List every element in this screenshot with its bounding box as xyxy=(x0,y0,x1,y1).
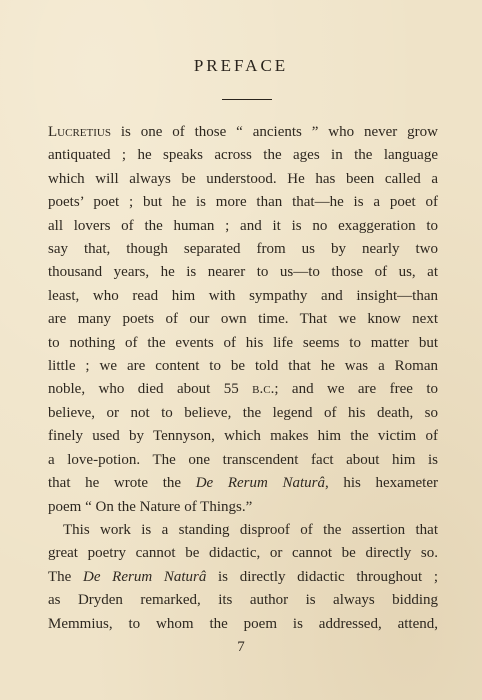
text-line: little ; we are content to be told that he was a Roman xyxy=(48,358,438,375)
text-line: antiquated ; he speaks across the ages in the language xyxy=(48,147,438,164)
body-text xyxy=(48,121,438,636)
text-line: believe, or not to believe, the legend of his death, so xyxy=(48,404,438,421)
title-rule xyxy=(222,99,272,100)
text-line: poets’ poet ; but he is more than that—he is a poet of xyxy=(48,194,438,211)
page-number: 7 xyxy=(237,639,245,655)
text-line: say that, though separated from us by nearly two xyxy=(48,241,438,258)
work-title: De Rerum Naturâ xyxy=(83,568,207,585)
text-line: a love-potion. The one transcendent fact about him is xyxy=(48,451,438,468)
text-line: Lucretius is one of those “ ancients ” who never grow xyxy=(48,124,438,140)
text-line: noble, who died about 55 b.c.; and we are free to xyxy=(48,381,438,398)
text-line: great poetry cannot be didactic, or cannot be directly so. xyxy=(48,545,438,562)
author-name: Lucretius xyxy=(48,124,111,140)
era-abbreviation: b.c. xyxy=(252,381,275,398)
paragraph-1 xyxy=(48,121,438,519)
text-line: all lovers of the human ; and it is no exaggeration to xyxy=(48,217,438,234)
text-line: finely used by Tennyson, which makes him the victim of xyxy=(48,428,438,445)
text-line: This work is a standing disproof of the assertion that xyxy=(63,521,438,538)
text-line: The De Rerum Naturâ is directly didactic throughout ; xyxy=(48,568,438,585)
text-line: to nothing of the events of his life seems to matter but xyxy=(48,334,438,351)
work-title: De Rerum Naturâ xyxy=(195,475,325,492)
text-line: that he wrote the De Rerum Naturâ, his hexameter xyxy=(48,475,438,492)
text-line: as Dryden remarked, its author is always bidding xyxy=(48,592,438,609)
text-line: which will always be understood. He has been called a xyxy=(48,170,438,187)
text-line: Memmius, to whom the poem is addressed, attend, xyxy=(48,615,438,632)
text-line: poem “ On the Nature of Things.” xyxy=(48,498,253,515)
text-line: are many poets of our own time. That we know next xyxy=(48,311,438,328)
text-line: least, who read him with sympathy and insight—than xyxy=(48,287,438,304)
paragraph-2 xyxy=(48,519,438,636)
text-line: thousand years, he is nearer to us—to those of us, at xyxy=(48,264,438,281)
chapter-title: PREFACE xyxy=(193,56,289,75)
